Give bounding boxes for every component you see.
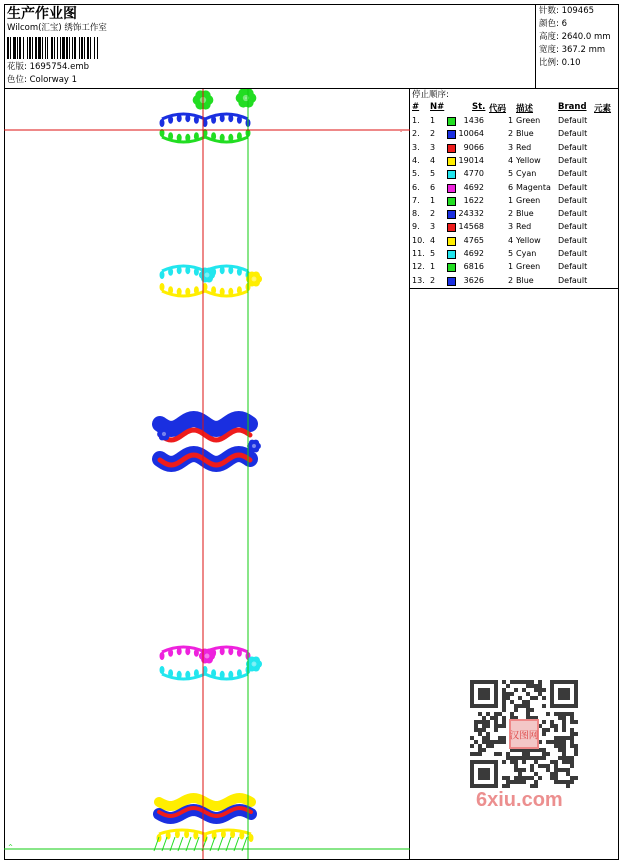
col-header-needle: N# [430, 102, 445, 112]
row-index: 11. [412, 249, 425, 258]
row-needle: 1 [430, 195, 436, 205]
stat-value: 367.2 mm [561, 45, 606, 55]
motif1-green-vine-leaf [185, 134, 190, 142]
stat-label: 高度: [539, 32, 559, 42]
motif4-cyan-vine [162, 674, 248, 679]
motif2-yellow-vine-leaf [194, 286, 199, 294]
row-code: 5 [508, 169, 514, 179]
row-brand: Default [558, 169, 588, 179]
motif5-yellow-vine-leaf [221, 830, 226, 838]
row-brand: Default [558, 195, 588, 205]
row-needle: 5 [430, 169, 436, 179]
motif5-yellow-vine-leaf [249, 834, 254, 842]
row-description: Red [516, 142, 532, 152]
motif2-yellow-vine-leaf [185, 288, 190, 296]
stop-order-label: 停止顺序: [412, 90, 449, 100]
qr-seal-text: 汉图网 [509, 730, 539, 742]
motif1-blue-vine-leaf [185, 114, 190, 122]
motif4-cyan-vine-leaf [160, 666, 165, 674]
motif2-yellow-vine-leaf [237, 286, 242, 294]
motif1-blue-vine [162, 114, 248, 119]
color-swatch [447, 157, 456, 166]
colorway-value: Colorway 1 [29, 75, 78, 85]
row-index: 10. [412, 235, 425, 245]
row-needle: 1 [430, 262, 436, 272]
row-index: 12. [412, 262, 425, 272]
row-code: 1 [508, 195, 514, 205]
motif1-blue-vine-leaf [211, 116, 216, 124]
motif4-cyan-vine-leaf [168, 669, 173, 677]
row-brand: Default [558, 262, 588, 272]
motif1-blue-vine-leaf [228, 114, 233, 122]
colorway [7, 75, 77, 86]
col-header-description: 描述 [516, 104, 534, 114]
motif1-green-vine-leaf [211, 132, 216, 140]
motif1-green-vine-leaf [177, 134, 182, 142]
motif1-green-vine-leaf [237, 132, 242, 140]
row-brand: Default [558, 142, 588, 152]
motif4-cyan-vine-leaf [220, 671, 225, 679]
row-needle: 6 [430, 182, 436, 192]
color-swatch [447, 144, 456, 153]
stat-width [539, 45, 605, 56]
row-needle: 2 [430, 275, 436, 285]
row-description: Green [516, 195, 541, 205]
motif2-yellow-vine-leaf [168, 286, 173, 294]
stat-height [539, 32, 611, 43]
motif2-cyan-vine-leaf [237, 268, 242, 276]
motif1-green-vine-leaf [220, 134, 225, 142]
motif2-yellow-vine-leaf [177, 288, 182, 296]
row-index: 1. [412, 116, 420, 125]
motif3-flower-center [162, 432, 166, 436]
row-needle: 2 [430, 209, 436, 219]
stat-stitches [539, 6, 594, 17]
row-needle: 3 [430, 142, 436, 152]
row-description: Green [516, 116, 541, 125]
motif2-cyan-vine-leaf [194, 268, 199, 276]
motif4-cyan-vine-leaf [185, 671, 190, 679]
row-brand: Default [558, 275, 588, 285]
stat-label: 针数: [539, 6, 559, 16]
row-brand: Default [558, 155, 588, 165]
row-description: Yellow [516, 155, 541, 165]
row-index: 3. [412, 142, 420, 152]
colorway-label: 色位: [7, 75, 27, 85]
motif3-blue-band [160, 419, 250, 429]
motif1-blue-vine-leaf [168, 116, 173, 124]
col-header-code: 代码 [489, 104, 507, 114]
qr-code-image [470, 680, 578, 788]
motif2-cyan-vine-leaf [177, 266, 182, 274]
motif4-magenta-vine-leaf [160, 652, 165, 660]
design-file [7, 62, 89, 73]
motif2-yellow-vine [162, 291, 248, 296]
stat-label: 比例: [539, 58, 559, 68]
color-swatch [447, 277, 456, 286]
row-needle: 4 [430, 155, 436, 165]
stat-label: 宽度: [539, 45, 559, 55]
watermark-text: 6xiu.com [476, 789, 563, 811]
col-header-stitches: St. [472, 102, 486, 112]
row-brand: Default [558, 129, 588, 139]
color-swatch [447, 184, 456, 193]
row-index: 5. [412, 169, 420, 179]
row-code: 2 [508, 129, 514, 139]
color-sequence-table: 停止顺序: # N# St. 代码 描述 Brand 元素 1. 1 1436 1 Green Default 2. 2 10064 2 Blue Default 3. 3 9066 3 Red Default 4. 4 19014 4 Yellow Default 5. 5 4770 5 Cyan Default 6. 6 4692 6 Magenta Default 7. 1 1622 1 Green Default 8. 2 24332 2 Blue Default 9. 3 14568 3 Red Default 10. 4 4765 4 Yellow Default 11. 5 4692 5 Cyan Default 12. 1 6816 1 Green Default 13. 2 3626 2 Blue Default [412, 90, 612, 285]
row-code: 3 [508, 222, 514, 232]
color-swatch [447, 210, 456, 219]
row-code: 2 [508, 275, 514, 285]
motif4-cyan-vine-leaf [194, 669, 199, 677]
stat-label: 颜色: [539, 19, 559, 29]
row-description: Blue [516, 275, 534, 285]
stat-value: 0.10 [561, 58, 581, 68]
motif5-yellow-vine [159, 830, 251, 834]
motif2-flower-center [205, 273, 210, 278]
row-description: Blue [516, 129, 534, 139]
motif1-blue-vine-leaf [220, 114, 225, 122]
row-code: 4 [508, 235, 514, 245]
motif1-green-vine-leaf [194, 132, 199, 140]
row-description: Blue [516, 209, 534, 219]
col-header-element: 元素 [594, 104, 612, 114]
row-brand: Default [558, 182, 588, 192]
color-swatch [447, 197, 456, 206]
motif2-yellow-vine-leaf [211, 286, 216, 294]
motif4-magenta-vine-leaf [194, 649, 199, 657]
row-code: 6 [508, 182, 514, 192]
stat-value: 109465 [561, 6, 595, 16]
row-index: 9. [412, 222, 420, 232]
motif2-cyan-vine-leaf [185, 266, 190, 274]
row-needle: 4 [430, 235, 436, 245]
motif1-blue-vine-leaf [160, 119, 165, 127]
color-swatch [447, 250, 456, 259]
motif4-magenta-vine-leaf [237, 649, 242, 657]
color-swatch [447, 117, 456, 126]
motif2-cyan-vine-leaf [168, 268, 173, 276]
company-name: Wilcom(汇宝) 绣饰工作室 [7, 23, 107, 33]
motif4-magenta-vine-leaf [228, 647, 233, 655]
row-needle: 5 [430, 249, 436, 258]
row-needle: 3 [430, 222, 436, 232]
barcode-image [7, 37, 139, 59]
motif1-green-vine-leaf [228, 134, 233, 142]
stat-colors [539, 19, 567, 30]
color-swatch [447, 170, 456, 179]
row-needle: 1 [430, 116, 436, 125]
motif2-cyan-vine-leaf [228, 266, 233, 274]
row-code: 3 [508, 142, 514, 152]
row-description: Green [516, 262, 541, 272]
stats-divider [535, 4, 536, 89]
row-description: Yellow [516, 235, 541, 245]
row-index: 6. [412, 182, 420, 192]
stat-scale [539, 58, 581, 69]
svg-text:-: - [400, 128, 403, 135]
color-swatch [447, 237, 456, 246]
motif1-blue-vine-leaf [177, 114, 182, 122]
motif2-yellow-vine-leaf [160, 283, 165, 291]
motif3-flower-center [252, 444, 256, 448]
row-brand: Default [558, 209, 588, 219]
motif2-flower-center [252, 277, 257, 282]
motif5-yellow-vine-leaf [175, 830, 180, 838]
motif1-blue-vine-leaf [194, 116, 199, 124]
row-code: 5 [508, 249, 514, 258]
motif4-flower-center [252, 662, 257, 667]
color-swatch [447, 130, 456, 139]
motif2-cyan-vine-leaf [160, 271, 165, 279]
motif5-yellow-vine-leaf [239, 831, 244, 839]
motif4-magenta-vine-leaf [168, 649, 173, 657]
motif4-cyan-vine-leaf [237, 669, 242, 677]
page-title: 生产作业图 [7, 6, 77, 22]
row-brand: Default [558, 222, 588, 232]
motif5-yellow-vine-leaf [193, 831, 198, 839]
row-code: 1 [508, 262, 514, 272]
design-file-label: 花版: [7, 62, 27, 72]
row-code: 4 [508, 155, 514, 165]
motif1-blue-vine-leaf [237, 116, 242, 124]
svg-text:^: ^ [8, 844, 14, 851]
motif4-cyan-vine-leaf [177, 671, 182, 679]
row-brand: Default [558, 116, 588, 125]
design-file-value: 1695754.emb [29, 62, 90, 72]
row-index: 2. [412, 129, 420, 139]
motif5-yellow-vine-leaf [184, 830, 189, 838]
col-header-index: # [412, 102, 420, 112]
row-brand: Default [558, 249, 588, 258]
row-description: Cyan [516, 249, 537, 258]
row-description: Red [516, 222, 532, 232]
design-preview [4, 89, 410, 859]
row-description: Magenta [516, 182, 551, 192]
row-index: 13. [412, 275, 425, 285]
motif4-cyan-vine-leaf [228, 671, 233, 679]
motif1-green-vine-leaf [168, 132, 173, 140]
motif4-magenta-vine-leaf [177, 647, 182, 655]
motif4-magenta-vine-leaf [220, 647, 225, 655]
color-swatch [447, 263, 456, 272]
stat-value: 6 [561, 19, 567, 29]
row-brand: Default [558, 235, 588, 245]
row-description: Cyan [516, 169, 537, 179]
row-index: 7. [412, 195, 420, 205]
motif2-yellow-vine-leaf [220, 288, 225, 296]
row-index: 8. [412, 209, 420, 219]
row-needle: 2 [430, 129, 436, 139]
col-header-brand: Brand [558, 102, 587, 112]
motif4-flower-center [205, 654, 210, 659]
motif2-yellow-vine-leaf [228, 288, 233, 296]
row-index: 4. [412, 155, 420, 165]
motif4-cyan-vine-leaf [211, 669, 216, 677]
motif1-green-vine [162, 137, 248, 142]
stat-value: 2640.0 mm [561, 32, 611, 42]
row-code: 2 [508, 209, 514, 219]
color-swatch [447, 223, 456, 232]
row-code: 1 [508, 116, 514, 125]
motif4-magenta-vine-leaf [185, 647, 190, 655]
motif2-cyan-vine-leaf [220, 266, 225, 274]
